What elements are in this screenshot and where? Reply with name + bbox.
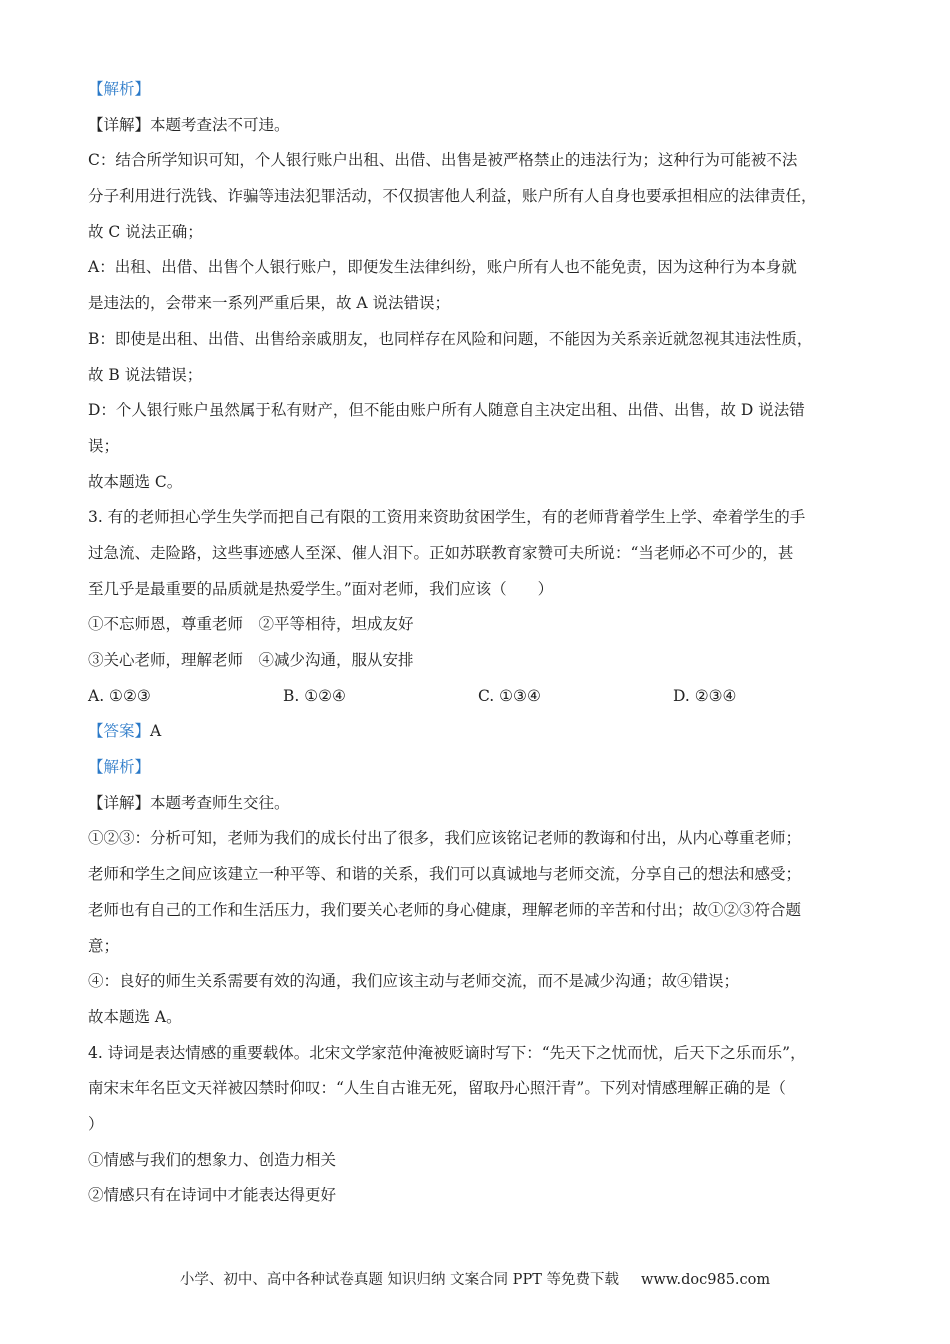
line-text: ） <box>88 1114 104 1133</box>
text-line <box>88 893 868 929</box>
line-text: 南宋末年名臣文天祥被囚禁时仰叹：“人生自古谁无死，留取丹心照汗青”。下列对情感理解正确的是（ <box>88 1079 786 1098</box>
text-line <box>88 143 868 179</box>
answer-options <box>88 679 868 715</box>
text-line <box>88 108 868 144</box>
line-text: 老师和学生之间应该建立一种平等、和谐的关系，我们可以真诚地与老师交流，分享自己的想法和感受； <box>88 865 802 884</box>
text-line <box>88 286 868 322</box>
document-body <box>88 72 868 1214</box>
text-line <box>88 465 868 501</box>
answer-option: A. ①②③ <box>88 686 151 705</box>
line-text: 3. 有的老师担心学生失学而把自己有限的工资用来资助贫困学生，有的老师背着学生上学、牵着学生的手 <box>88 508 806 527</box>
text-line <box>88 358 868 394</box>
text-line <box>88 1107 868 1143</box>
text-line <box>88 322 868 358</box>
line-text: D：个人银行账户虽然属于私有财产，但不能由账户所有人随意自主决定出租、出借、出售，故 D 说法错 <box>88 401 805 420</box>
text-line <box>88 607 868 643</box>
line-text: 至几乎是最重要的品质就是热爱学生。”面对老师，我们应该（ ） <box>88 579 554 598</box>
text-line <box>88 393 868 429</box>
text-line <box>88 750 868 786</box>
text-line <box>88 429 868 465</box>
line-text: ③关心老师，理解老师 ④减少沟通，服从安排 <box>88 651 414 669</box>
line-text: ④：良好的师生关系需要有效的沟通，我们应该主动与老师交流，而不是减少沟通；故④错误； <box>88 972 740 991</box>
text-line <box>88 1036 868 1072</box>
line-text: A <box>150 722 162 741</box>
page-footer <box>0 1268 950 1289</box>
text-line <box>88 179 868 215</box>
footer-url[interactable]: www.doc985.com <box>640 1272 771 1288</box>
answer-option: C. ①③④ <box>478 686 541 705</box>
line-text: 是违法的，会带来一系列严重后果，故 A 说法错误； <box>88 294 451 313</box>
text-line <box>88 215 868 251</box>
line-text: C：结合所学知识可知，个人银行账户出租、出借、出售是被严格禁止的违法行为；这种行为可能被不法 <box>88 151 798 170</box>
line-text: 老师也有自己的工作和生活压力，我们要关心老师的身心健康，理解老师的辛苦和付出；故①②③符合题 <box>88 900 802 919</box>
text-line <box>88 572 868 608</box>
text-line <box>88 1143 868 1179</box>
line-text: B：即使是出租、出借、出售给亲戚朋友，也同样存在风险和问题，不能因为关系亲近就忽视其违法性质， <box>88 329 813 348</box>
text-line <box>88 643 868 679</box>
answer-option: D. ②③④ <box>673 686 737 705</box>
line-text: 故本题选 C。 <box>88 472 183 491</box>
text-line <box>88 1000 868 1036</box>
text-line <box>88 929 868 965</box>
line-text: 过急流、走险路，这些事迹感人至深、催人泪下。正如苏联教育家赞可夫所说：“当老师必不可少的，甚 <box>88 543 794 562</box>
text-line <box>88 714 868 750</box>
text-line <box>88 500 868 536</box>
line-text: 【详解】本题考查师生交往。 <box>88 793 290 812</box>
line-text: 故本题选 A。 <box>88 1007 182 1026</box>
line-text: 意； <box>88 936 120 955</box>
line-text: ②情感只有在诗词中才能表达得更好 <box>88 1186 337 1205</box>
text-line <box>88 821 868 857</box>
line-text: 故 C 说法正确； <box>88 222 203 241</box>
line-text: 4. 诗词是表达情感的重要载体。北宋文学家范仲淹被贬谪时写下：“先天下之忧而忧，后天下之乐而乐”， <box>88 1043 806 1062</box>
answer-option: B. ①②④ <box>283 686 346 705</box>
section-tag: 【解析】 <box>88 758 151 777</box>
line-text: 【详解】本题考查法不可违。 <box>88 115 290 134</box>
text-line <box>88 1178 868 1214</box>
section-tag: 【解析】 <box>88 80 151 98</box>
line-text: 误； <box>88 436 120 455</box>
text-line <box>88 536 868 572</box>
text-line <box>88 786 868 822</box>
text-line <box>88 857 868 893</box>
text-line <box>88 250 868 286</box>
section-tag: 【答案】 <box>88 722 151 741</box>
line-text: ①情感与我们的想象力、创造力相关 <box>88 1150 337 1169</box>
line-text: 故 B 说法错误； <box>88 365 203 384</box>
text-line <box>88 964 868 1000</box>
line-text: 分子利用进行洗钱、诈骗等违法犯罪活动，不仅损害他人利益，账户所有人自身也要承担相应的法律责任， <box>88 187 817 206</box>
line-text: ①不忘师恩，尊重老师 ②平等相待，坦成友好 <box>88 615 414 634</box>
footer-text: 小学、初中、高中各种试卷真题 知识归纳 文案合同 PPT 等免费下载 <box>179 1272 619 1288</box>
line-text: ①②③：分析可知，老师为我们的成长付出了很多，我们应该铭记老师的教诲和付出，从内心尊重老师； <box>88 829 802 848</box>
line-text: A：出租、出借、出售个人银行账户，即便发生法律纠纷，账户所有人也不能免责，因为这种行为本身就 <box>88 258 797 277</box>
text-line <box>88 1071 868 1107</box>
text-line <box>88 72 868 108</box>
